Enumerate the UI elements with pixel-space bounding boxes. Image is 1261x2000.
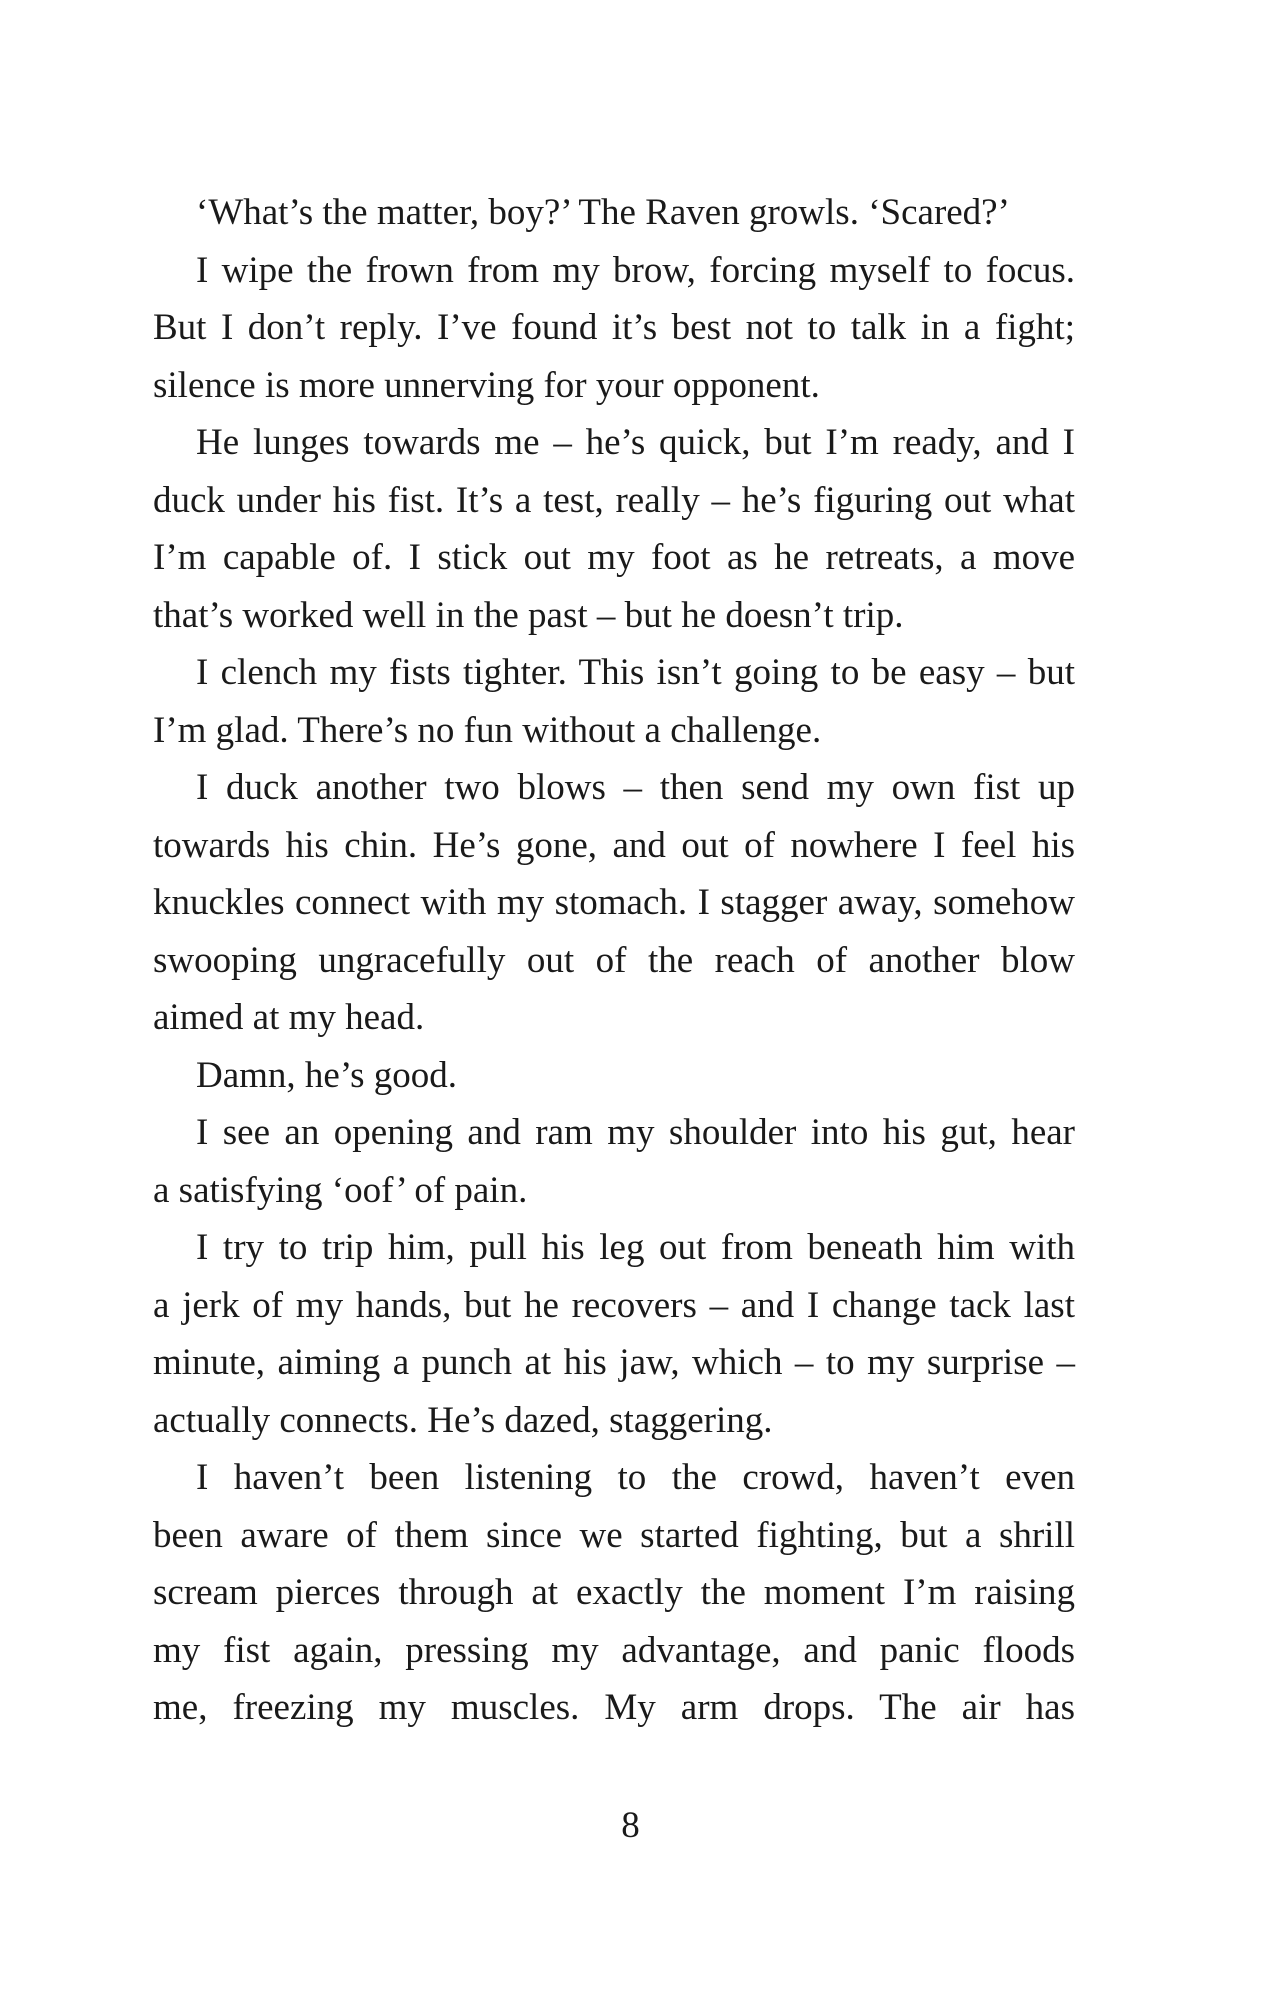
text-line: a jerk of my hands, but he recovers – and I change tack last [153,1284,1075,1326]
text-line: silence is more unnerving for your opponent. [153,364,820,406]
text-line: I see an opening and ram my shoulder into his gut, hear [196,1112,1075,1153]
text-line: knuckles connect with my stomach. I stagger away, somehow [153,882,1075,923]
text-line: Damn, he’s good. [196,1054,458,1096]
text-line: duck under his fist. It’s a test, really – he’s figuring out what [153,479,1075,521]
text-line: He lunges towards me – he’s quick, but I’m ready, and I [196,422,1075,463]
text-line: my fist again, pressing my advantage, and panic floods [153,1629,1075,1671]
text-line: But I don’t reply. I’ve found it’s best not to talk in a fight; [153,307,1075,348]
text-line: I’m capable of. I stick out my foot as he retreats, a move [153,537,1075,578]
text-line: actually connects. He’s dazed, staggering. [153,1399,773,1441]
text-line: I haven’t been listening to the crowd, haven’t even [196,1457,1075,1498]
body-text [153,184,1075,1737]
text-line: towards his chin. He’s gone, and out of nowhere I feel his [153,824,1075,866]
text-line: ‘What’s the matter, boy?’ The Raven growls. ‘Scared?’ [196,192,1010,233]
text-line: I duck another two blows – then send my own fist up [196,767,1075,808]
text-line: I wipe the frown from my brow, forcing myself to focus. [196,249,1075,291]
text-line: I’m glad. There’s no fun without a challenge. [153,709,822,751]
text-line: minute, aiming a punch at his jaw, which – to my surprise – [153,1342,1075,1383]
text-line: I try to trip him, pull his leg out from beneath him with [196,1227,1075,1268]
text-line: scream pierces through at exactly the moment I’m raising [153,1572,1075,1613]
text-line: that’s worked well in the past – but he doesn’t trip. [153,594,904,636]
page-number: 8 [621,1805,640,1846]
text-line: I clench my fists tighter. This isn’t going to be easy – but [196,652,1075,693]
text-line: aimed at my head. [153,997,425,1038]
text-line: been aware of them since we started fighting, but a shrill [153,1514,1075,1556]
text-line: me, freezing my muscles. My arm drops. The air has [153,1687,1075,1728]
text-line: a satisfying ‘oof’ of pain. [153,1169,528,1211]
text-line: swooping ungracefully out of the reach of another blow [153,939,1075,981]
